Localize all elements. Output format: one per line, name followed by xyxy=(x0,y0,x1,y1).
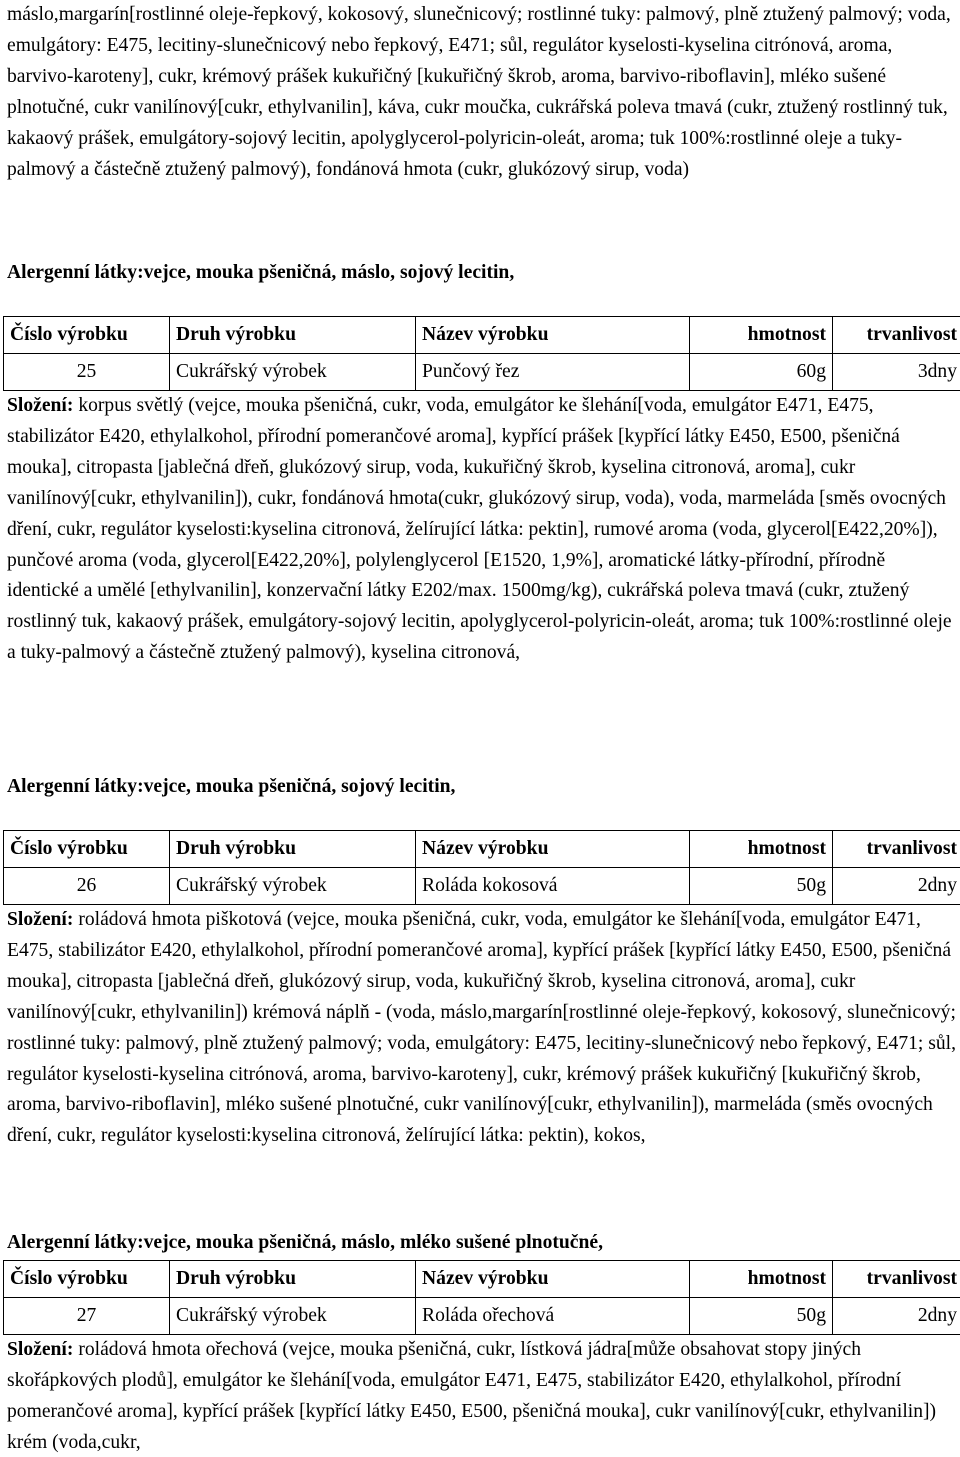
table-header-row xyxy=(4,1261,960,1298)
product-name: Roláda kokosová xyxy=(416,868,690,905)
table-row xyxy=(4,354,960,391)
product-composition-26 xyxy=(7,905,957,1152)
intro-allergens: Alergenní látky:vejce, mouka pšeničná, máslo, sojový lecitin, xyxy=(7,262,515,283)
product-table-27 xyxy=(3,1260,960,1335)
composition-text: roládová hmota ořechová (vejce, mouka pšeničná, cukr, lístková jádra[může obsahovat stopy jiných skořápkových plodů], emulgátor ke šlehání[voda, emulgátor E471, E475, stabilizátor E420, ethylalkohol, přírodní pomerančové aroma], kypřící prášek [kypřící látky E450, E500, pšeničná mouka], cukr vanilínový[cukr, ethylvanilin]) krém (voda,cukr, xyxy=(7,1339,937,1453)
intro-composition: máslo,margarín[rostlinné oleje-řepkový, kokosový, slunečnicový; rostlinné tuky: palmový, plně ztužený palmový; voda, emulgátory: E475, lecitiny-slunečnicový nebo řepkový, E471; sůl, regulátor kyselosti-kyselina citrónová, aroma, barvivo-karoteny], cukr, krémový prášek kukuřičný [kukuřičný škrob, aroma, barvivo-riboflavin], mléko sušené plnotučné, cukr vanilínový[cukr, ethylvanilin], káva, cukr moučka, cukrářská poleva tmavá (cukr, ztužený rostlinný tuk, kakaový prášek, emulgátory-sojový lecitin, apolyglycerol-polyricin-oleát, aroma; tuk 100%:rostlinné oleje a tuky-palmový a částečně ztužený palmový), fondánová hmota (cukr, glukózový sirup, voda) xyxy=(7,4,951,180)
composition-label: Složení: xyxy=(7,909,74,930)
header-product-number: Číslo výrobku xyxy=(4,317,170,354)
header-shelf-life: trvanlivost xyxy=(833,1261,960,1298)
table-row xyxy=(4,868,960,905)
product-type: Cukrářský výrobek xyxy=(170,868,416,905)
header-product-name: Název výrobku xyxy=(416,831,690,868)
header-product-type: Druh výrobku xyxy=(170,831,416,868)
product-weight: 50g xyxy=(690,868,833,905)
product-number: 26 xyxy=(4,868,170,905)
header-weight: hmotnost xyxy=(690,1261,833,1298)
product-type: Cukrářský výrobek xyxy=(170,354,416,391)
header-product-number: Číslo výrobku xyxy=(4,1261,170,1298)
product-number: 27 xyxy=(4,1298,170,1335)
product-name: Roláda ořechová xyxy=(416,1298,690,1335)
product-shelf-life: 2dny xyxy=(833,1298,960,1335)
composition-label: Složení: xyxy=(7,395,74,416)
header-shelf-life: trvanlivost xyxy=(833,831,960,868)
product-type: Cukrářský výrobek xyxy=(170,1298,416,1335)
product-composition-25 xyxy=(7,391,957,669)
product-weight: 50g xyxy=(690,1298,833,1335)
header-weight: hmotnost xyxy=(690,317,833,354)
header-product-number: Číslo výrobku xyxy=(4,831,170,868)
table-row xyxy=(4,1298,960,1335)
header-product-type: Druh výrobku xyxy=(170,317,416,354)
header-weight: hmotnost xyxy=(690,831,833,868)
composition-label: Složení: xyxy=(7,1339,74,1360)
product-shelf-life: 2dny xyxy=(833,868,960,905)
header-product-name: Název výrobku xyxy=(416,317,690,354)
product-weight: 60g xyxy=(690,354,833,391)
product-number: 25 xyxy=(4,354,170,391)
header-product-type: Druh výrobku xyxy=(170,1261,416,1298)
product-composition-27 xyxy=(7,1335,957,1457)
product-name: Punčový řez xyxy=(416,354,690,391)
header-product-name: Název výrobku xyxy=(416,1261,690,1298)
product-table-26 xyxy=(3,830,960,905)
table-header-row xyxy=(4,831,960,868)
product-allergens-25: Alergenní látky:vejce, mouka pšeničná, sojový lecitin, xyxy=(7,776,456,797)
product-allergens-26: Alergenní látky:vejce, mouka pšeničná, máslo, mléko sušené plnotučné, xyxy=(7,1232,603,1253)
table-header-row xyxy=(4,317,960,354)
header-shelf-life: trvanlivost xyxy=(833,317,960,354)
product-table-25 xyxy=(3,316,960,391)
composition-text: korpus světlý (vejce, mouka pšeničná, cukr, voda, emulgátor ke šlehání[voda, emulgátor E471, E475, stabilizátor E420, ethylalkohol, přírodní pomerančové aroma], kypřící prášek [kypřící látky E450, E500, pšeničná mouka], citropasta [jablečná dřeň, glukózový sirup, voda, kukuřičný škrob, kyselina citronová, aroma], cukr vanilínový[cukr, ethylvanilin]), cukr, fondánová hmota(cukr, glukózový sirup, voda), voda, marmeláda [směs ovocných dření, cukr, regulátor kyselosti:kyselina citronová, želírující látka: pektin], rumové aroma (voda, glycerol[E422,20%]), punčové aroma (voda, glycerol[E422,20%], polylenglycerol [E1520, 1,9%], aromatické látky-přírodní, přírodně identické a umělé [ethylvanilin], konzervační látky E202/max. 1500mg/kg), cukrářská poleva tmavá (cukr, ztužený rostlinný tuk, kakaový prášek, emulgátory-sojový lecitin, apolyglycerol-polyricin-oleát, aroma; tuk 100%:rostlinné oleje a tuky-palmový a částečně ztužený palmový), kyselina citronová, xyxy=(7,395,952,664)
product-shelf-life: 3dny xyxy=(833,354,960,391)
composition-text: roládová hmota piškotová (vejce, mouka pšeničná, cukr, voda, emulgátor ke šlehání[voda, emulgátor E471, E475, stabilizátor E420, ethylalkohol, přírodní pomerančové aroma], kypřící prášek [kypřící látky E450, E500, pšeničná mouka], citropasta [jablečná dřeň, glukózový sirup, voda, kukuřičný škrob, kyselina citronová, aroma], cukr vanilínový[cukr, ethylvanilin]) krémová náplň - (voda, máslo,margarín[rostlinné oleje-řepkový, kokosový, slunečnicový; rostlinné tuky: palmový, plně ztužený palmový; voda, emulgátory: E475, lecitiny-slunečnicový nebo řepkový, E471; sůl, regulátor kyselosti-kyselina citrónová, aroma, barvivo-karoteny], cukr, krémový prášek kukuřičný [kukuřičný škrob, aroma, barvivo-riboflavin], mléko sušené plnotučné, cukr vanilínový[cukr, ethylvanilin]), marmeláda (směs ovocných dření, cukr, regulátor kyselosti:kyselina citronová, želírující látka: pektin), kokos, xyxy=(7,909,957,1147)
